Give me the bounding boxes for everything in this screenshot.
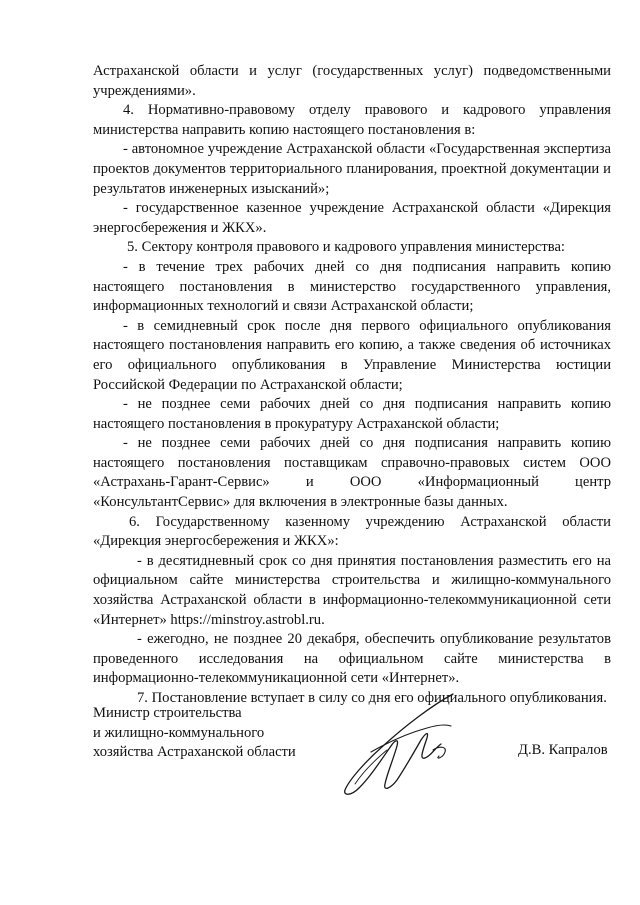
paragraph-item-5-sub-4: - не позднее семи рабочих дней со дня подписания направить копию настоящего постановления поставщикам справочно-правовых систем ООО «Астрахань-Гарант-Сервис» и ООО «Информационный центр «КонсультантСервис» для включения в электронные базы данных. [93,435,611,511]
paragraph-item-5-sub-2: - в семидневный срок после дня первого официального опубликования настоящего постановления направить его копию, а также сведения об источниках его официального опубликования в Управление Министерства юстиции Российской Федерации по Астраханской области; [93,317,611,393]
paragraph-continuation: Астраханской области и услуг (государственных услуг) подведомственными учреждениями». [93,63,611,99]
paragraph-item-6-sub-1: - в десятидневный срок со дня принятия постановления разместить его на официальном сайте министерства строительства и жилищно-коммунального хозяйства Астраханской области в информационно-телекоммуникационной сети «Интернет» https://minstroy.astrobl.ru. [93,552,611,628]
signatory-title-line-3: хозяйства Астраханской области [93,744,296,761]
signatory-title-line-2: и жилищно-коммунального [93,724,265,741]
paragraph-item-4: 4. Нормативно-правовому отделу правового и кадрового управления министерства направить копию настоящего постановления в: [93,102,611,138]
paragraph-item-4-sub-1: - автономное учреждение Астраханской области «Государственная экспертиза проектов документов территориального планирования, проектной документации и результатов инженерных изысканий»; [93,141,611,197]
signatory-title [93,704,296,763]
handwritten-signature [335,688,465,800]
signatory-name: Д.В. Капралов [518,742,608,758]
paragraph-item-6: 6. Государственному казенному учреждению Астраханской области «Дирекция энергосбережения и ЖКХ»: [93,513,611,550]
paragraph-item-5: 5. Сектору контроля правового и кадрового управления министерства: [127,239,565,256]
document-body [93,62,611,709]
paragraph-item-5-sub-3: - не позднее семи рабочих дней со дня подписания направить копию настоящего постановления в прокуратуру Астраханской области; [93,396,611,432]
paragraph-item-6-sub-2: - ежегодно, не позднее 20 декабря, обеспечить опубликование результатов проведенного исследования на официальном сайте министерства в информационно-телекоммуникационной сети «Интернет». [93,631,611,687]
signatory-title-line-1: Министр строительства [93,705,242,721]
paragraph-item-4-sub-2: - государственное казенное учреждение Астраханской области «Дирекция энергосбережения и ЖКХ». [93,200,611,236]
paragraph-item-5-sub-1: - в течение трех рабочих дней со дня подписания направить копию настоящего постановления в министерство государственного управления, информационных технологий и связи Астраханской области; [93,258,611,315]
paragraph-item-7: 7. Постановление вступает в силу со дня его официального опубликования. [137,690,607,706]
